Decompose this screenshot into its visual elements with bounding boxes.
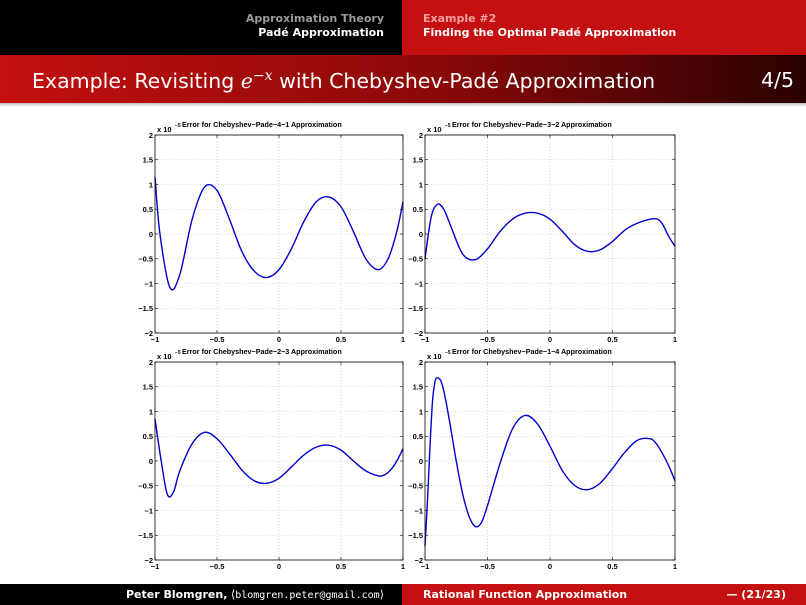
plot-1-ytick-label: 2: [148, 130, 153, 140]
footer-email-close: ⟩: [379, 588, 384, 601]
plot-2-ytick-label: 0: [418, 229, 423, 239]
plot-4-xtick-label: −1: [420, 562, 430, 571]
frame-title-prefix: Example: Revisiting: [32, 68, 241, 93]
plot-2-ytick-label: −1: [414, 279, 423, 289]
plot-3-ytick-label: −1.5: [138, 531, 153, 541]
plot-2-title: Error for Chebyshev−Pade−3−2 Approximation: [452, 120, 612, 129]
plot-1-xtick-label: 1: [400, 335, 406, 344]
plot-4-scale-label: x 10: [427, 352, 442, 361]
plot-4-ytick-label: −1.5: [408, 531, 423, 541]
plot-1-ytick-label: −1: [144, 279, 153, 289]
plot-3-ytick-label: 2: [148, 357, 153, 367]
plot-3-ytick-label: 0: [148, 456, 153, 466]
plot-3: [138, 347, 405, 571]
plot-2-xtick-label: 0.5: [607, 335, 618, 344]
plot-2-xtick-label: −1: [420, 335, 430, 344]
beamer-footer: [0, 584, 806, 605]
plot-4-ytick-label: 1.5: [412, 382, 423, 392]
header-subsection-title: Padé Approximation: [258, 26, 384, 39]
frame-page-counter: 4/5: [761, 68, 794, 92]
plot-4-ytick-label: −1: [414, 506, 423, 516]
plot-1-xtick-label: −1: [150, 335, 160, 344]
plot-3-xtick-label: 0.5: [335, 562, 347, 571]
footer-email-open: ⟨: [230, 588, 236, 601]
plot-2: [408, 120, 677, 344]
footer-talk-title: Rational Function Approximation: [423, 588, 628, 601]
plot-4-ytick-label: 1: [418, 407, 423, 417]
plot-1-ytick-label: 1: [148, 180, 153, 190]
plot-4-scale-exponent: −5: [445, 350, 451, 356]
plot-2-ytick-label: 2: [418, 130, 423, 140]
plot-4-xtick-label: 0: [547, 562, 553, 571]
plot-1-title: Error for Chebyshev−Pade−4−1 Approximation: [182, 120, 342, 129]
plot-1: [138, 120, 405, 344]
plot-2-ytick-label: 0.5: [412, 205, 423, 215]
plot-4-xtick-label: 0.5: [607, 562, 618, 571]
plot-1-xtick-label: 0.5: [335, 335, 347, 344]
footer-author-block: [0, 584, 402, 605]
plot-2-scale-label: x 10: [427, 125, 442, 134]
plot-1-ytick-label: 0.5: [142, 205, 153, 215]
plot-3-xtick-label: −1: [150, 562, 160, 571]
frame-title-suffix: with Chebyshev-Padé Approximation: [272, 68, 656, 93]
plot-3-ytick-label: 0.5: [142, 432, 153, 442]
footer-page-info: — (21/23): [726, 588, 786, 601]
plot-1-ytick-label: −2: [144, 328, 153, 338]
plot-3-scale-label: x 10: [157, 352, 172, 361]
plot-1-ytick-label: 1.5: [142, 155, 153, 165]
plot-3-xtick-label: 0: [276, 562, 282, 571]
plot-2-xtick-label: 1: [672, 335, 678, 344]
plot-1-scale-label: x 10: [157, 125, 172, 134]
plot-3-scale-exponent: −5: [175, 350, 181, 356]
plot-4-ytick-label: 2: [418, 357, 423, 367]
plot-1-scale-exponent: −5: [175, 123, 181, 129]
plot-2-ytick-label: 1: [418, 180, 423, 190]
header-section-title: Approximation Theory: [245, 12, 384, 25]
plot-3-ytick-label: −0.5: [138, 481, 153, 491]
header-example-title: Example #2: [423, 12, 497, 25]
plot-3-ytick-label: −2: [144, 555, 153, 565]
plot-4-xtick-label: 1: [672, 562, 678, 571]
frame-title-math-exponent: −x: [252, 68, 273, 84]
plot-3-ytick-label: 1: [148, 407, 153, 417]
plot-1-ytick-label: −0.5: [138, 254, 153, 264]
plot-4-ytick-label: 0: [418, 456, 423, 466]
plot-1-ytick-label: −1.5: [138, 304, 153, 314]
plot-4-ytick-label: 0.5: [412, 432, 423, 442]
plot-2-xtick-label: −0.5: [480, 335, 495, 344]
footer-title-block: [402, 584, 806, 605]
plot-1-xtick-label: 0: [276, 335, 282, 344]
footer-email: blomgren.peter@gmail.com: [235, 590, 380, 601]
plot-3-xtick-label: −0.5: [209, 562, 225, 571]
footer-author: Peter Blomgren,: [125, 588, 228, 601]
plot-1-ytick-label: 0: [148, 229, 153, 239]
frame-title-math-base: e: [240, 68, 253, 93]
plot-2-ytick-label: −1.5: [408, 304, 423, 314]
plot-2-ytick-label: −2: [414, 328, 423, 338]
plot-3-ytick-label: −1: [144, 506, 153, 516]
plot-3-ytick-label: 1.5: [142, 382, 153, 392]
plot-2-xtick-label: 0: [547, 335, 553, 344]
plot-4-title: Error for Chebyshev−Pade−1−4 Approximation: [452, 347, 612, 356]
plot-4: [408, 347, 677, 571]
header-example-subtitle: Finding the Optimal Padé Approximation: [423, 26, 677, 39]
plot-3-title: Error for Chebyshev−Pade−2−3 Approximation: [182, 347, 342, 356]
plot-2-scale-exponent: −5: [445, 123, 451, 129]
plot-2-ytick-label: −0.5: [408, 254, 423, 264]
plot-4-ytick-label: −0.5: [408, 481, 423, 491]
plot-4-ytick-label: −2: [414, 555, 423, 565]
plot-4-xtick-label: −0.5: [480, 562, 495, 571]
plot-1-xtick-label: −0.5: [209, 335, 225, 344]
plot-2-ytick-label: 1.5: [412, 155, 423, 165]
plot-3-xtick-label: 1: [400, 562, 406, 571]
